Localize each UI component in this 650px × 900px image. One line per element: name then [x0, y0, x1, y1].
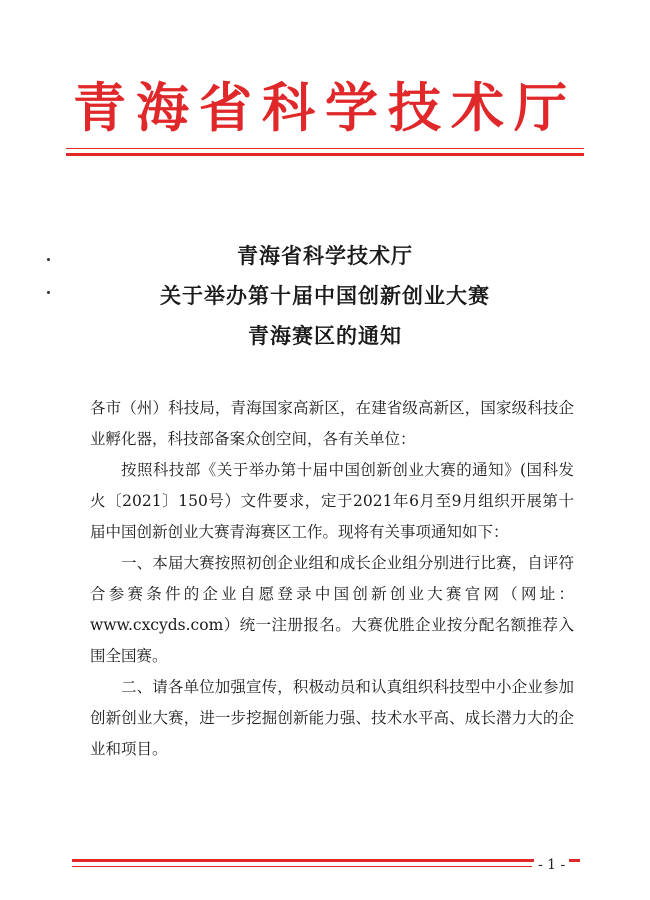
body-paragraph: 一、本届大赛按照初创企业组和成长企业组分别进行比赛，自评符合参赛条件的企业自愿登录中国创新创业大赛官网（网址：www.cxcyds.com）统一注册报名。大赛优胜企业按分配名额推荐入围全国赛。: [90, 554, 574, 665]
issuing-organization-header: 青海省科学技术厅: [73, 77, 577, 139]
footer-rule-thin: [72, 866, 532, 867]
header-rule-thick: [66, 153, 584, 156]
body-paragraph: 按照科技部《关于举办第十届中国创新创业大赛的通知》(国科发火〔2021〕150号）文件要求，定于2021年6月至9月组织开展第十届中国创新创业大赛青海赛区工作。现将有关事项通知如下：: [90, 461, 574, 541]
title-line-1: 青海省科学技术厅: [237, 243, 413, 268]
header-rule-thin: [66, 148, 584, 149]
footer-rule-thick: [72, 859, 580, 862]
addressee-paragraph: 各市（州）科技局，青海国家高新区，在建省级高新区，国家级科技企业孵化器，科技部备案众创空间，各有关单位：: [90, 399, 574, 448]
title-line-2: 关于举办第十届中国创新创业大赛: [160, 283, 490, 308]
page-number: - 1 -: [534, 857, 569, 873]
document-title: [0, 236, 650, 356]
document-body: [90, 393, 574, 765]
body-paragraph: 二、请各单位加强宣传，积极动员和认真组织科技型中小企业参加创新创业大赛，进一步挖掘创新能力强、技术水平高、成长潜力大的企业和项目。: [90, 678, 574, 758]
title-line-3: 青海赛区的通知: [248, 323, 402, 348]
